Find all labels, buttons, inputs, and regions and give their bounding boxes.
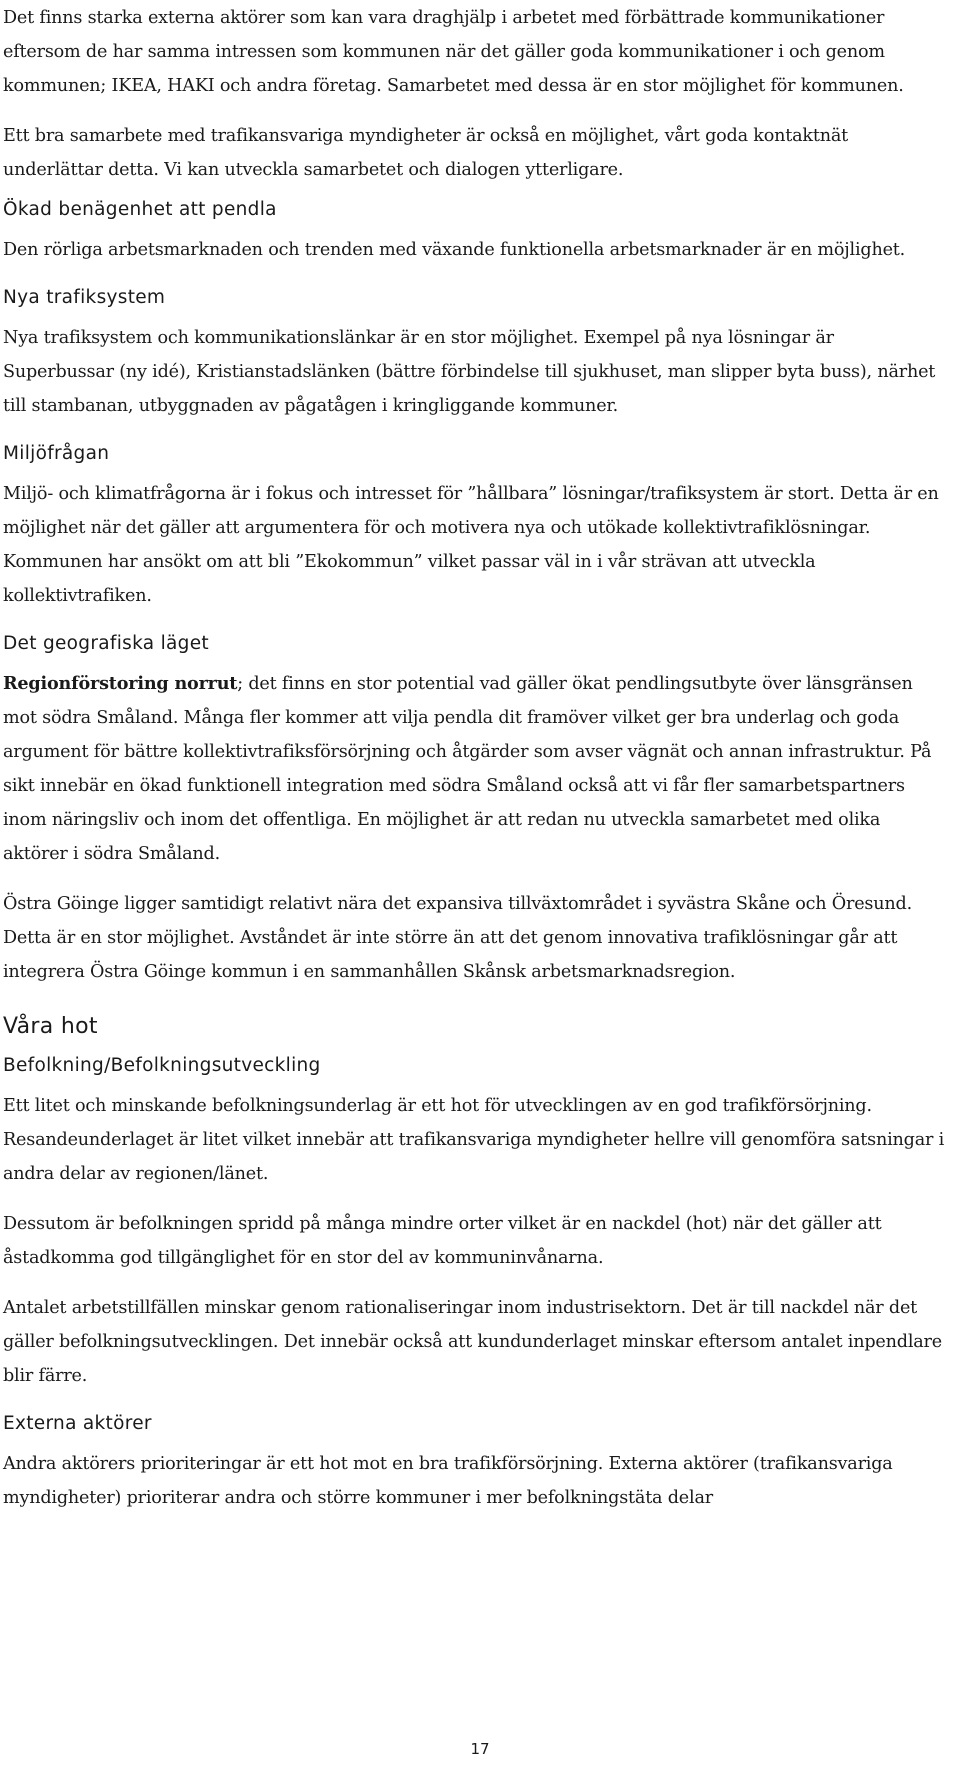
heading-miljofragan: Miljöfrågan	[3, 443, 110, 464]
paragraph-new-traffic-systems: Nya trafiksystem och kommunikationslänkar är en stor möjlighet. Exempel på nya lösningar är Superbussar (ny idé), Kristianstadslänken (bättre förbindelse till sjukhuset, man slipper byta buss), närhet till stambanan, utbyggnaden av pågatågen i kringliggande kommuner.	[3, 328, 936, 416]
heading-externa-aktorer: Externa aktörer	[3, 1413, 152, 1434]
paragraph-environment: Miljö- och klimatfrågorna är i fokus och intresset för ”hållbara” lösningar/trafiksystem är stort. Detta är en möjlighet när det gäller att argumentera för och motivera nya och utökade kollektivtrafiklösningar. Kommunen har ansökt om att bli ”Ekokommun” vilket passar väl in i vår strävan att utveckla kollektivtrafiken.	[3, 484, 939, 606]
heading-befolkning: Befolkning/Befolkningsutveckling	[3, 1055, 321, 1076]
paragraph-regional-enlargement-text: ; det finns en stor potential vad gäller ökat pendlingsutbyte över länsgränsen mot södra Småland. Många fler kommer att vilja pendla dit framöver vilket ger bra underlag och goda argument för bättre kollektivtrafiksförsörjning och åtgärder som avser vägnät och annan infrastruktur. På sikt innebär en ökad funktionell integration med södra Småland också att vi får fler samarbetspartners inom näringsliv och inom det offentliga. En möjlighet är att redan nu utveckla samarbetet med olika aktörer i södra Småland.	[3, 674, 932, 864]
page-number: 17	[470, 1740, 490, 1758]
page-content	[3, 0, 949, 1515]
bold-term-regionforstoring: Regionförstoring norrut	[3, 673, 238, 694]
paragraph-cooperation-authorities: Ett bra samarbete med trafikansvariga myndigheter är också en möjlighet, vårt goda kontaktnät underlättar detta. Vi kan utveckla samarbetet och dialogen ytterligare.	[3, 126, 849, 180]
paragraph-scattered-population: Dessutom är befolkningen spridd på många mindre orter vilket är en nackdel (hot) när det gäller att åstadkomma god tillgänglighet för en stor del av kommuninvånarna.	[3, 1214, 882, 1268]
paragraph-labour-market: Den rörliga arbetsmarknaden och trenden med växande funktionella arbetsmarknader är en möjlighet.	[3, 240, 906, 260]
paragraph-other-actors-priorities: Andra aktörers prioriteringar är ett hot mot en bra trafikförsörjning. Externa aktörer (trafikansvariga myndigheter) prioriterar andra och större kommuner i mer befolkningstäta delar	[3, 1454, 893, 1508]
paragraph-job-decline: Antalet arbetstillfällen minskar genom rationaliseringar inom industrisektorn. Det är till nackdel när det gäller befolkningsutvecklingen. Det innebär också att kundunderlaget minskar eftersom antalet inpendlare blir färre.	[3, 1298, 942, 1386]
paragraph-ostra-goinge: Östra Göinge ligger samtidigt relativt nära det expansiva tillväxtområdet i syvästra Skåne och Öresund. Detta är en stor möjlighet. Avståndet är inte större än att det genom innovativa trafiklösningar går att integrera Östra Göinge kommun i en sammanhållen Skånsk arbetsmarknadsregion.	[3, 894, 912, 982]
paragraph-external-actors: Det finns starka externa aktörer som kan vara draghjälp i arbetet med förbättrade kommunikationer eftersom de har samma intressen som kommunen när det gäller goda kommunikationer i och genom kommunen; IKEA, HAKI och andra företag. Samarbetet med dessa är en stor möjlighet för kommunen.	[3, 8, 904, 96]
heading-nya-trafiksystem: Nya trafiksystem	[3, 287, 166, 308]
paragraph-regional-enlargement	[3, 667, 949, 871]
heading-geografiska-laget: Det geografiska läget	[3, 633, 209, 654]
heading-vara-hot: Våra hot	[3, 1014, 98, 1039]
paragraph-population-base: Ett litet och minskande befolkningsunderlag är ett hot för utvecklingen av en god trafikförsörjning. Resandeunderlaget är litet vilket innebär att trafikansvariga myndigheter hellre vill genomföra satsningar i andra delar av regionen/länet.	[3, 1096, 945, 1184]
heading-okad-benagenhet: Ökad benägenhet att pendla	[3, 199, 277, 220]
